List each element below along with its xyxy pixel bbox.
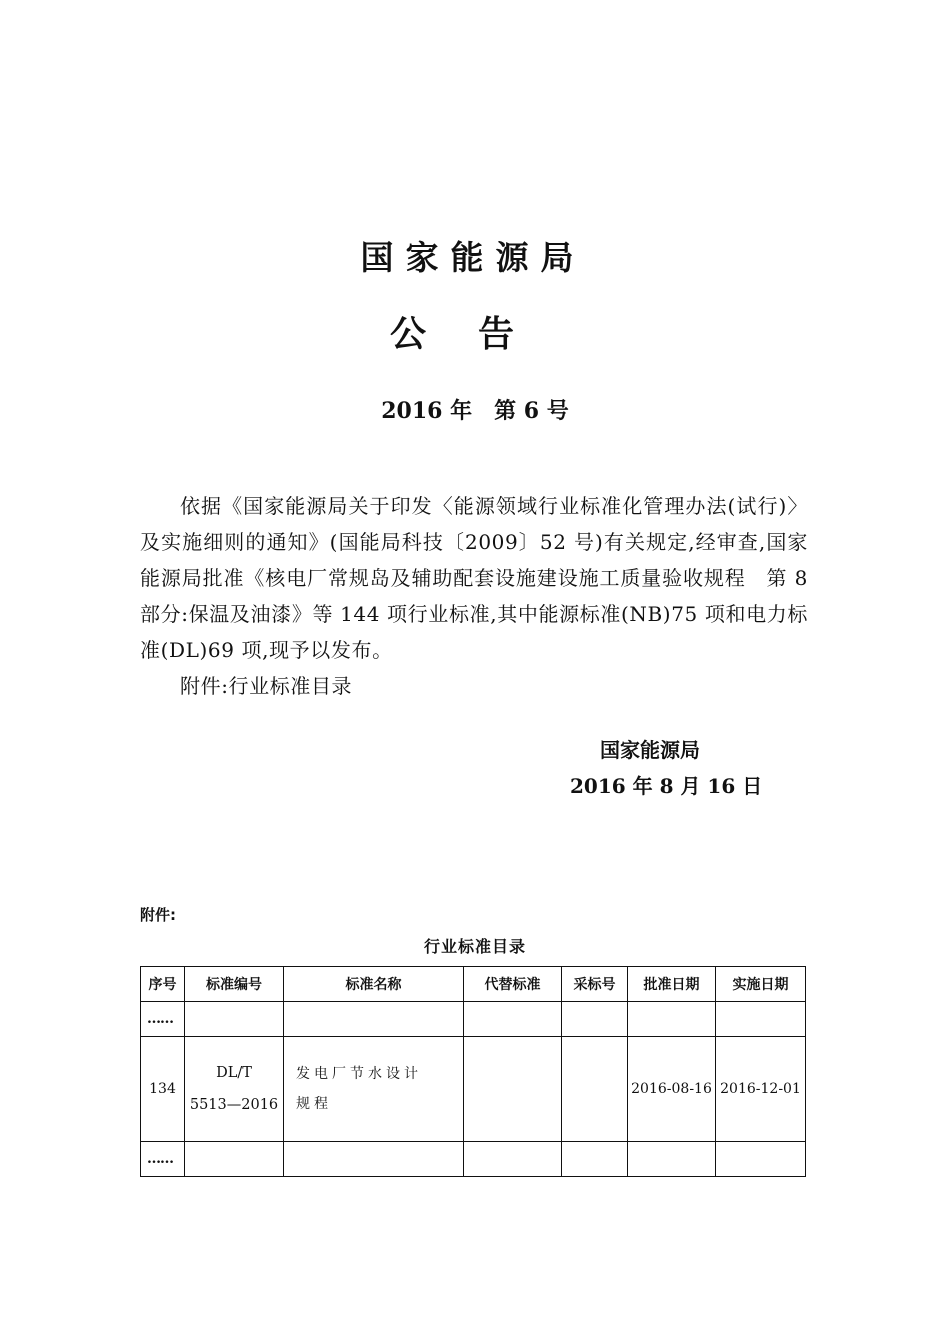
row-name-line2: 规程 bbox=[296, 1096, 332, 1112]
standards-table bbox=[140, 966, 806, 1177]
col-header-code: 标准编号 bbox=[185, 967, 284, 1002]
row-name bbox=[284, 1037, 464, 1142]
empty-cell bbox=[716, 1002, 806, 1037]
row-adopt bbox=[562, 1037, 628, 1142]
ellipsis-cell: …… bbox=[141, 1002, 185, 1037]
col-header-effective-date: 实施日期 bbox=[716, 967, 806, 1002]
empty-cell bbox=[716, 1142, 806, 1177]
empty-cell bbox=[185, 1142, 284, 1177]
table-header-row bbox=[141, 967, 806, 1002]
empty-cell bbox=[628, 1002, 716, 1037]
empty-cell bbox=[284, 1142, 464, 1177]
main-paragraph: 依据《国家能源局关于印发〈能源领域行业标准化管理办法(试行)〉及实施细则的通知》(国能局科技〔2009〕52 号)有关规定,经审查,国家能源局批准《核电厂常规岛及辅助配套设施建设施工质量验收规程 第 8 部分:保温及油漆》等 144 项行业标准,其中能源标准(NB)75 项和电力标准(DL)69 项,现予以发布。 bbox=[140, 494, 808, 662]
row-no: 134 bbox=[141, 1037, 185, 1142]
table-title: 行业标准目录 bbox=[423, 937, 526, 956]
row-replaces bbox=[464, 1037, 562, 1142]
notice-body bbox=[140, 488, 808, 704]
notice-number: 2016 年 第 6 号 bbox=[381, 398, 569, 424]
col-header-replaces: 代替标准 bbox=[464, 967, 562, 1002]
col-header-adopt: 采标号 bbox=[562, 967, 628, 1002]
empty-cell bbox=[464, 1142, 562, 1177]
empty-cell bbox=[562, 1002, 628, 1037]
table-row-ellipsis-bottom bbox=[141, 1142, 806, 1177]
signature-date: 2016 年 8 月 16 日 bbox=[570, 774, 763, 798]
attachment-note: 附件:行业标准目录 bbox=[180, 674, 353, 698]
empty-cell bbox=[628, 1142, 716, 1177]
issuer-heading: 国家能源局 bbox=[360, 238, 586, 277]
notice-title: 公告 bbox=[389, 314, 566, 355]
empty-cell bbox=[185, 1002, 284, 1037]
col-header-name: 标准名称 bbox=[284, 967, 464, 1002]
ellipsis-cell: …… bbox=[141, 1142, 185, 1177]
row-code-line1: DL/T bbox=[216, 1065, 252, 1081]
table-row bbox=[141, 1037, 806, 1142]
row-code-line2: 5513—2016 bbox=[189, 1097, 279, 1113]
signature-org: 国家能源局 bbox=[600, 738, 700, 762]
col-header-approve-date: 批准日期 bbox=[628, 967, 716, 1002]
empty-cell bbox=[464, 1002, 562, 1037]
empty-cell bbox=[562, 1142, 628, 1177]
attachment-label: 附件: bbox=[140, 906, 176, 924]
col-header-no: 序号 bbox=[141, 967, 185, 1002]
row-code bbox=[185, 1037, 284, 1142]
empty-cell bbox=[284, 1002, 464, 1037]
row-effective-date: 2016-12-01 bbox=[716, 1037, 806, 1142]
row-approve-date: 2016-08-16 bbox=[628, 1037, 716, 1142]
row-name-line1: 发电厂节水设计 bbox=[296, 1066, 422, 1082]
table-row-ellipsis-top bbox=[141, 1002, 806, 1037]
